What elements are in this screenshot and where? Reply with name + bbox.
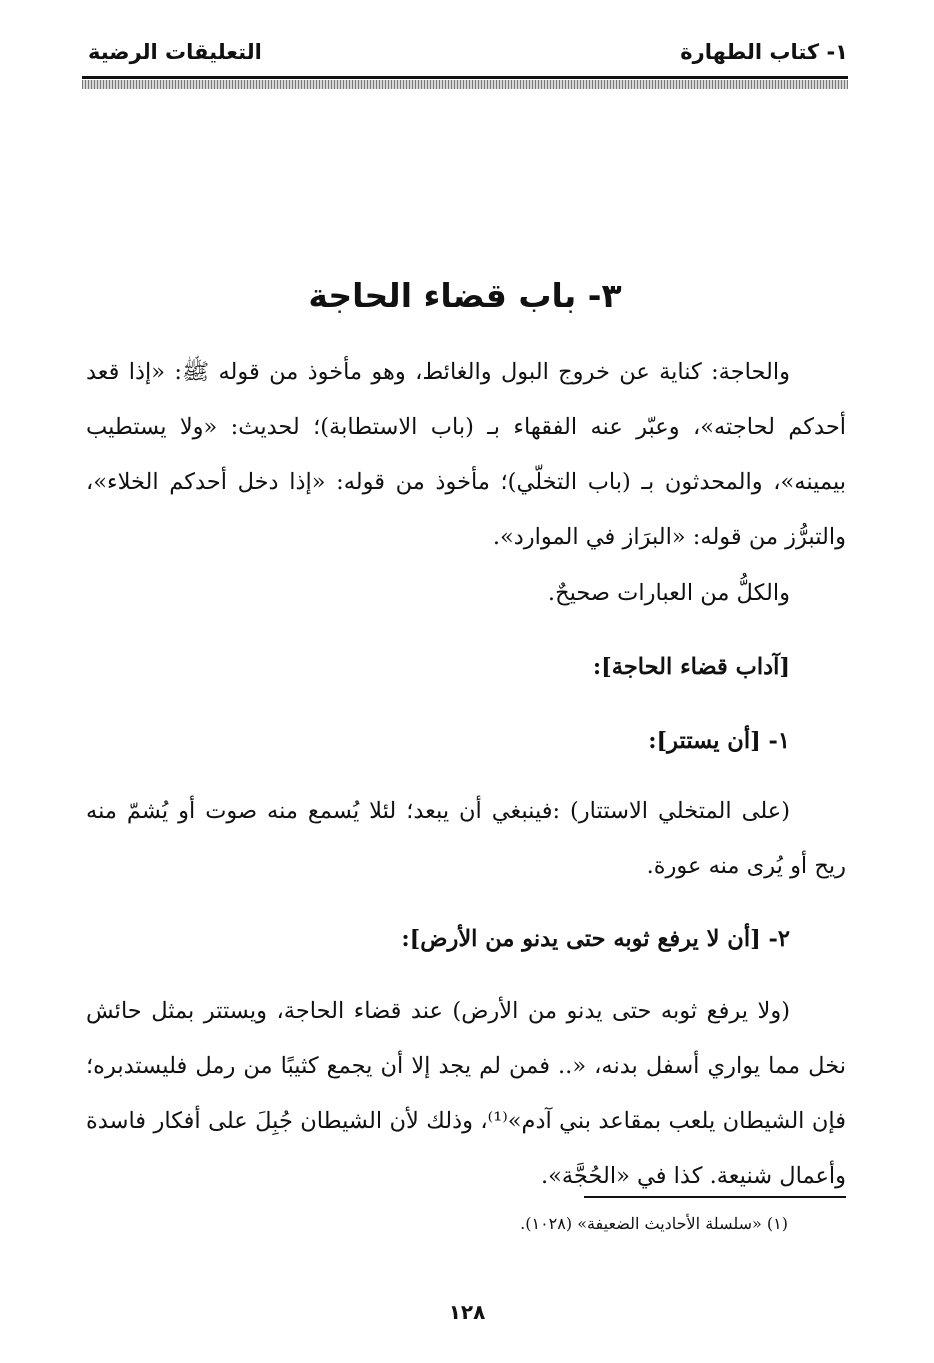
header-band — [82, 80, 848, 89]
page-number: ١٢٨ — [448, 1300, 486, 1324]
paragraph-istitar: (على المتخلي الاستتار) :فينبغي أن يبعد؛ لئلا يُسمع منه صوت أو يُشمّ منه ريح أو يُرى منه عورة. — [86, 798, 846, 879]
running-header — [82, 40, 848, 70]
item-heading-2: ٢- [أن لا يرفع ثوبه حتى يدنو من الأرض]: — [401, 926, 790, 952]
header-book-title: التعليقات الرضية — [88, 40, 262, 64]
header-rule — [82, 76, 848, 79]
paragraph-raising-garment: (ولا يرفع ثوبه حتى يدنو من الأرض) عند قضاء الحاجة، ويستتر بمثل حائش نخل مما يواري أسفل بدنه، «.. فمن لم يجد إلا أن يجمع كثيبًا من رمل فليستدبره؛ فإن الشيطان يلعب بمقاعد بني آدم»⁽¹⁾، وذلك لأن الشيطان جُبِلَ على أفكار فاسدة وأعمال شنيعة. كذا في «الحُجَّة». — [86, 998, 846, 1189]
header-chapter: ١- كتاب الطهارة — [680, 40, 848, 64]
paragraph-definition: والحاجة: كناية عن خروج البول والغائط، وهو مأخوذ من قوله ﷺ: «إذا قعد أحدكم لحاجته»، وعبّر عنه الفقهاء بـ (باب الاستطابة)؛ لحديث: «ولا يستطيب بيمينه»، والمحدثون بـ (باب التخلّي)؛ مأخوذ من قوله: «إذا دخل أحدكم الخلاء»، والتبرُّز من قوله: «البرَاز في الموارد». — [86, 359, 846, 550]
section-heading-adab: [آداب قضاء الحاجة]: — [592, 654, 790, 680]
footnote-rule — [584, 1196, 846, 1198]
footnote: (١) «سلسلة الأحاديث الضعيفة» (١٠٢٨). — [520, 1214, 788, 1233]
paragraph-all-correct: والكلُّ من العبارات صحيحٌ. — [547, 580, 790, 606]
chapter-title: ٣- باب قضاء الحاجة — [308, 276, 622, 315]
item-heading-1: ١- [أن يستتر]: — [648, 728, 790, 754]
